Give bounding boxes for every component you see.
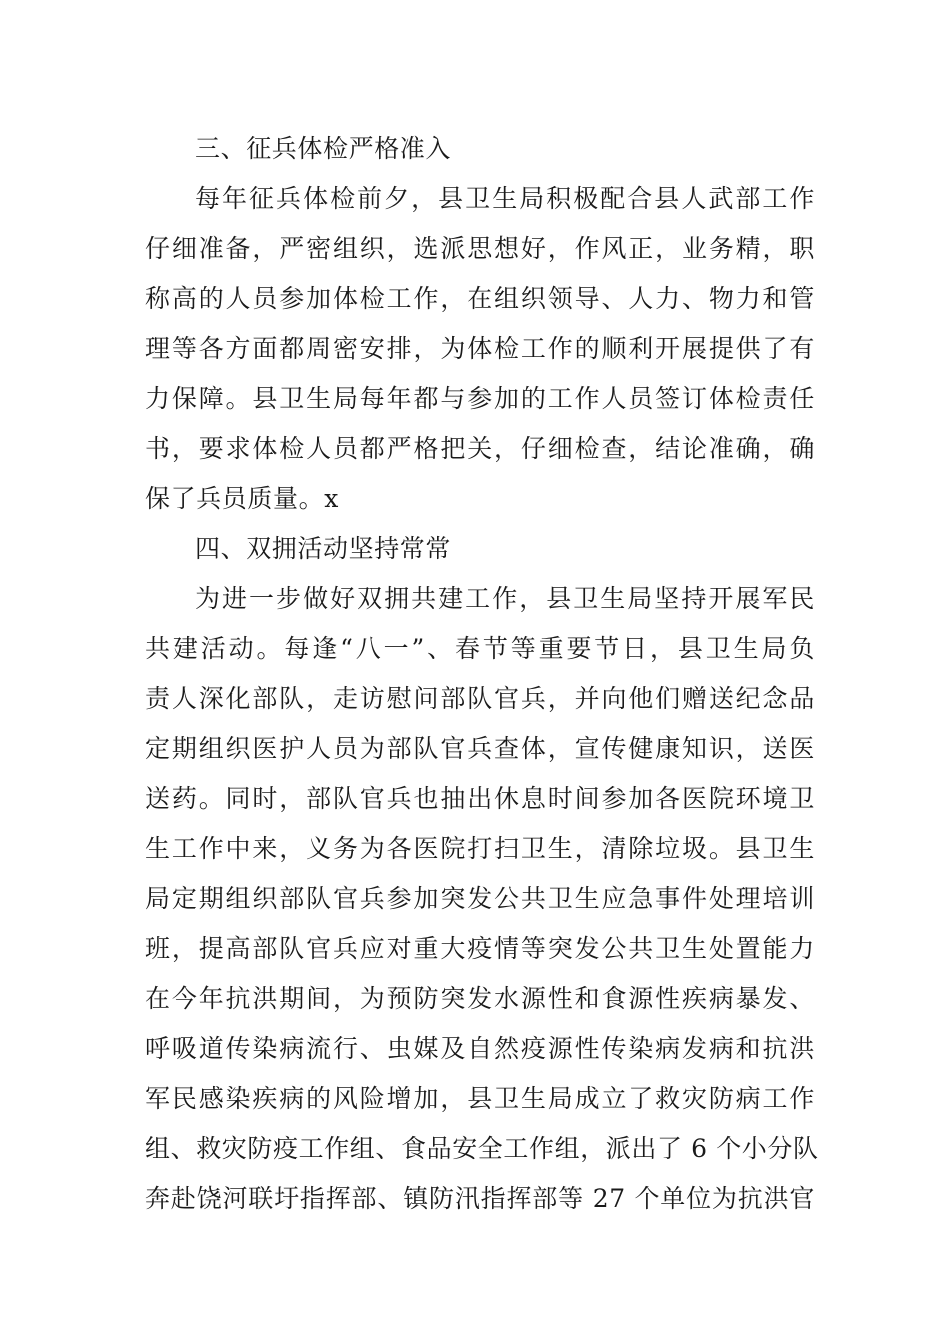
paragraph-line: 书，要求体检人员都严格把关，仔细检查，结论准确，确 — [145, 434, 815, 463]
paragraph-line: 班，提高部队官兵应对重大疫情等突发公共卫生处置能力 — [145, 934, 815, 963]
paragraph-line: 每年征兵体检前夕，县卫生局积极配合县人武部工作 — [195, 184, 815, 213]
paragraph-line: 局定期组织部队官兵参加突发公共卫生应急事件处理培训 — [145, 884, 815, 913]
paragraph-line: 生工作中来，义务为各医院打扫卫生，清除垃圾。县卫生 — [145, 834, 815, 863]
paragraph-line: 力保障。县卫生局每年都与参加的工作人员签订体检责任 — [145, 384, 815, 413]
paragraph-line: 共建活动。每逢“八一”、春节等重要节日，县卫生局负 — [145, 634, 815, 663]
section-heading-4: 四、双拥活动坚持常常 — [195, 534, 452, 563]
paragraph-line: 仔细准备，严密组织，选派思想好，作风正，业务精，职 — [145, 234, 815, 263]
paragraph-line: 组、救灾防疫工作组、食品安全工作组，派出了 6 个小分队 — [145, 1134, 819, 1163]
paragraph-line: 理等各方面都周密安排，为体检工作的顺利开展提供了有 — [145, 334, 815, 363]
paragraph-line: 保了兵员质量。x — [145, 484, 339, 513]
section-heading-3: 三、征兵体检严格准入 — [195, 134, 452, 163]
paragraph-line: 军民感染疾病的风险增加，县卫生局成立了救灾防病工作 — [145, 1084, 815, 1113]
paragraph-line: 奔赴饶河联圩指挥部、镇防汛指挥部等 27 个单位为抗洪官 — [145, 1184, 815, 1213]
paragraph-line: 呼吸道传染病流行、虫媒及自然疫源性传染病发病和抗洪 — [145, 1034, 815, 1063]
paragraph-line: 定期组织医护人员为部队官兵查体，宣传健康知识，送医 — [145, 734, 815, 763]
paragraph-line: 称高的人员参加体检工作，在组织领导、人力、物力和管 — [145, 284, 815, 313]
paragraph-line: 送药。同时，部队官兵也抽出休息时间参加各医院环境卫 — [145, 784, 815, 813]
paragraph-line: 责人深化部队，走访慰问部队官兵，并向他们赠送纪念品 — [145, 684, 815, 713]
paragraph-line: 为进一步做好双拥共建工作，县卫生局坚持开展军民 — [195, 584, 815, 613]
paragraph-line: 在今年抗洪期间，为预防突发水源性和食源性疾病暴发、 — [145, 984, 815, 1013]
